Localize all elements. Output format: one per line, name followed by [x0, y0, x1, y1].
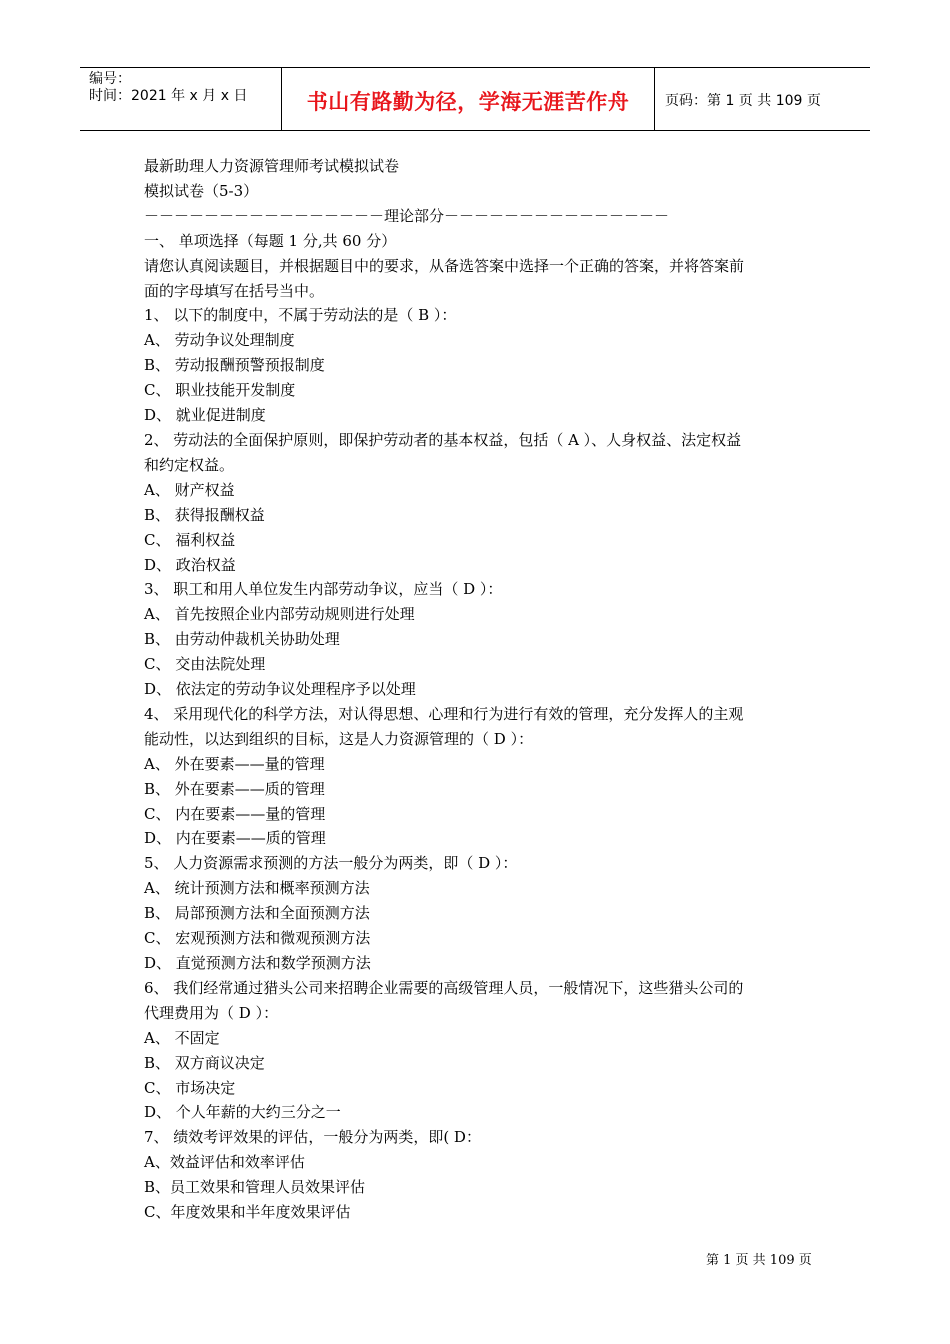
document-line: －－－－－－－－－－－－－－－－理论部分－－－－－－－－－－－－－－－	[144, 206, 670, 225]
document-line: C、 市场决定	[144, 1078, 236, 1097]
document-line: A、 首先按照企业内部劳动规则进行处理	[144, 605, 415, 624]
document-number-label: 编号：	[89, 71, 131, 87]
document-line: 面的字母填写在括号当中。	[144, 281, 325, 300]
document-line: 5、 人力资源需求预测的方法一般分为两类，即（ D ）：	[144, 854, 518, 873]
document-line: A、 不固定	[144, 1028, 220, 1047]
document-line: 能动性，以达到组织的目标，这是人力资源管理的（ D ）：	[144, 729, 534, 748]
header-motto-cell	[282, 68, 655, 130]
document-line: C、年度效果和半年度效果评估	[144, 1203, 351, 1222]
document-line: A、效益评估和效率评估	[144, 1153, 305, 1172]
document-line: 2、 劳动法的全面保护原则，即保护劳动者的基本权益，包括（ A ）、人身权益、法定权益	[144, 430, 742, 449]
document-line: C、 福利权益	[144, 530, 236, 549]
document-line: 和约定权益。	[144, 455, 235, 474]
document-line: 代理费用为（ D ）：	[144, 1003, 279, 1022]
document-line: C、 内在要素——量的管理	[144, 804, 326, 823]
page-header	[80, 67, 870, 131]
document-line: C、 宏观预测方法和微观预测方法	[144, 929, 371, 948]
document-line: 4、 采用现代化的科学方法，对认得思想、心理和行为进行有效的管理，充分发挥人的主观	[144, 704, 744, 723]
document-line: B、 外在要素——质的管理	[144, 779, 325, 798]
document-line: 7、 绩效考评效果的评估，一般分为两类，即( D：	[144, 1128, 481, 1147]
document-line: D、 就业促进制度	[144, 406, 266, 425]
header-page-info: 页码：第 1 页 共 109 页	[665, 93, 821, 109]
document-line: 最新助理人力资源管理师考试模拟试卷	[144, 157, 400, 175]
document-line: 3、 职工和用人单位发生内部劳动争议，应当（ D ）：	[144, 580, 503, 599]
header-motto: 书山有路勤为径，学海无涯苦作舟	[306, 90, 630, 114]
document-line: 请您认真阅读题目，并根据题目中的要求，从备选答案中选择一个正确的答案，并将答案前	[144, 256, 745, 275]
header-page-cell	[655, 68, 870, 130]
document-line: A、 劳动争议处理制度	[144, 331, 295, 350]
document-line: B、 劳动报酬预警预报制度	[144, 356, 325, 375]
document-line: D、 内在要素——质的管理	[144, 829, 326, 848]
document-line: D、 依法定的劳动争议处理程序予以处理	[144, 680, 416, 699]
page-footer: 第 1 页 共 109 页	[706, 1253, 812, 1268]
document-body	[144, 154, 814, 1225]
document-line: B、员工效果和管理人员效果评估	[144, 1178, 366, 1197]
document-line: B、 获得报酬权益	[144, 505, 265, 524]
document-line: C、 交由法院处理	[144, 655, 266, 674]
document-line: A、 外在要素——量的管理	[144, 754, 325, 773]
document-line: D、 直觉预测方法和数学预测方法	[144, 954, 371, 972]
document-line: D、 个人年薪的大约三分之一	[144, 1103, 341, 1122]
document-line: C、 职业技能开发制度	[144, 381, 296, 400]
document-line: B、 局部预测方法和全面预测方法	[144, 904, 370, 923]
document-line: 6、 我们经常通过猎头公司来招聘企业需要的高级管理人员，一般情况下，这些猎头公司的	[144, 978, 744, 997]
document-line: 模拟试卷（5-3）	[144, 181, 259, 200]
document-date: 时间：2021 年 x 月 x 日	[89, 88, 248, 104]
document-line: B、 由劳动仲裁机关协助处理	[144, 630, 340, 649]
document-line: A、 统计预测方法和概率预测方法	[144, 879, 370, 898]
document-line: B、 双方商议决定	[144, 1053, 265, 1072]
header-meta-cell	[80, 68, 282, 130]
document-line: 一、 单项选择（每题 1 分,共 60 分）	[144, 231, 397, 250]
document-line: 1、 以下的制度中，不属于劳动法的是（ B ）：	[144, 306, 457, 325]
document-line: D、 政治权益	[144, 555, 236, 574]
document-line: A、 财产权益	[144, 480, 235, 499]
